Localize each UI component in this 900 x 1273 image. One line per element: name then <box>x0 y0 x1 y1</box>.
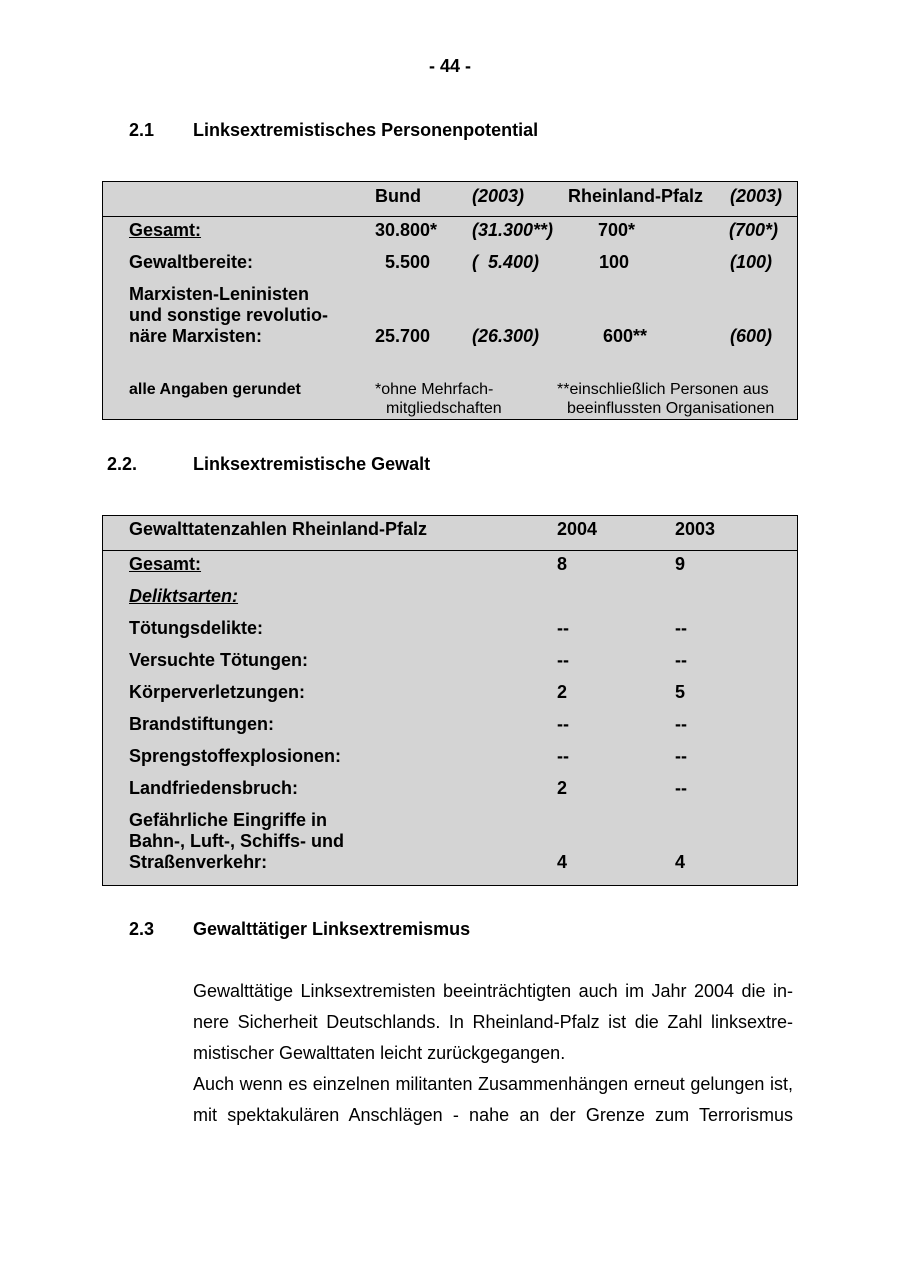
row-label-line: Gefährliche Eingriffe in <box>129 810 328 830</box>
cell-rlp-prev: (700*) <box>729 220 779 240</box>
cell-bund: 25.700 <box>375 326 431 346</box>
cell-2003: 9 <box>675 554 686 574</box>
header-rlp: Rheinland-Pfalz <box>568 186 704 206</box>
cell-2004: -- <box>557 714 569 734</box>
cell-2003: -- <box>675 746 687 766</box>
header-2004: 2004 <box>557 519 598 539</box>
row-label: Körperverletzungen: <box>129 682 306 702</box>
row-label-gesamt: Gesamt: <box>129 220 202 240</box>
body-paragraph <box>193 976 793 1131</box>
footnote-double-star: beeinflussten Organisationen <box>567 400 775 417</box>
page-number: - 44 - <box>428 56 471 76</box>
subheading-deliktsarten: Deliktsarten: <box>129 586 239 606</box>
row-label: Landfriedensbruch: <box>129 778 299 798</box>
section-title: Linksextremistische Gewalt <box>193 454 431 474</box>
cell-2004: -- <box>557 650 569 670</box>
footnote-rounded: alle Angaben gerundet <box>129 381 301 398</box>
cell-bund-prev: (26.300) <box>472 326 540 346</box>
cell-2003: -- <box>675 650 687 670</box>
paragraph-line: Gewalttätige Linksextremisten beeinträchtigten auch im Jahr 2004 die in- <box>193 981 793 1001</box>
footnote-single-star: mitgliedschaften <box>386 400 502 417</box>
section-number: 2.1 <box>129 120 155 140</box>
cell-2004: 2 <box>557 682 568 702</box>
row-label-marxisten-line: näre Marxisten: <box>129 326 263 346</box>
header-bund: Bund <box>375 186 421 206</box>
cell-2003: -- <box>675 778 687 798</box>
row-label-marxisten-line: Marxisten-Leninisten <box>129 284 310 304</box>
cell-2003: 5 <box>675 682 686 702</box>
header-rlp-prev: (2003) <box>730 186 783 206</box>
row-label: Versuchte Tötungen: <box>129 650 309 670</box>
row-label-line: Bahn-, Luft-, Schiffs- und <box>129 831 344 851</box>
cell-2004: 2 <box>557 778 568 798</box>
paragraph-line: mistischer Gewalttaten leicht zurückgegangen. <box>193 1043 566 1063</box>
row-label: Tötungsdelikte: <box>129 618 263 638</box>
cell-bund-prev: ( 5.400) <box>472 252 540 272</box>
section-number: 2.2. <box>107 454 138 474</box>
header-bund-prev: (2003) <box>472 186 525 206</box>
section-title: Gewalttätiger Linksextremismus <box>193 919 471 939</box>
section-title: Linksextremistisches Personenpotential <box>193 120 539 140</box>
row-label: Sprengstoffexplosionen: <box>129 746 342 766</box>
cell-2004: 8 <box>557 554 568 574</box>
header-2003: 2003 <box>675 519 716 539</box>
cell-2004: -- <box>557 746 569 766</box>
cell-rlp: 700* <box>598 220 636 240</box>
row-label: Brandstiftungen: <box>129 714 274 734</box>
section-number: 2.3 <box>129 919 155 939</box>
cell-rlp-prev: (600) <box>730 326 773 346</box>
footnote-double-star: **einschließlich Personen aus <box>557 381 769 398</box>
header-label: Gewalttatenzahlen Rheinland-Pfalz <box>129 519 428 539</box>
row-label-line: Straßenverkehr: <box>129 852 268 872</box>
row-label-marxisten-line: und sonstige revolutio- <box>129 305 329 325</box>
cell-2003: -- <box>675 714 687 734</box>
cell-rlp-prev: (100) <box>730 252 773 272</box>
cell-2003: 4 <box>675 852 686 872</box>
cell-2003: -- <box>675 618 687 638</box>
cell-bund: 5.500 <box>385 252 431 272</box>
footnote-single-star: *ohne Mehrfach- <box>375 381 494 398</box>
cell-rlp: 600** <box>603 326 648 346</box>
row-label-gesamt: Gesamt: <box>129 554 202 574</box>
paragraph-line: mit spektakulären Anschlägen - nahe an der Grenze zum Terrorismus <box>193 1105 793 1125</box>
paragraph-line: Auch wenn es einzelnen militanten Zusammenhängen erneut gelungen ist, <box>193 1074 793 1094</box>
cell-bund-prev: (31.300**) <box>472 220 554 240</box>
paragraph-line: nere Sicherheit Deutschlands. In Rheinland-Pfalz ist die Zahl linksextre- <box>193 1012 793 1032</box>
row-label-gewaltbereite: Gewaltbereite: <box>129 252 254 272</box>
cell-rlp: 100 <box>599 252 630 272</box>
cell-bund: 30.800* <box>375 220 438 240</box>
cell-2004: 4 <box>557 852 568 872</box>
cell-2004: -- <box>557 618 569 638</box>
